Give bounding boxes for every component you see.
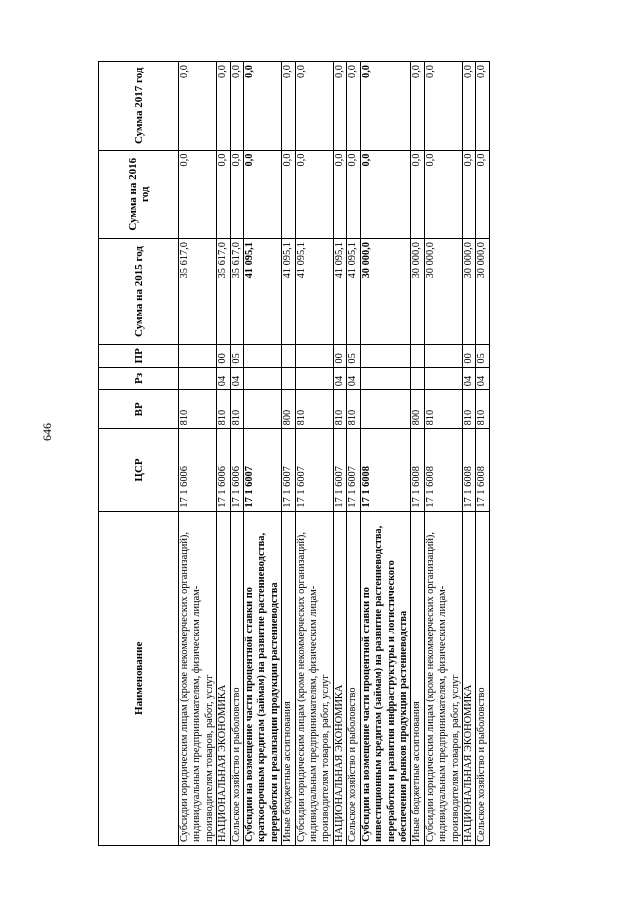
cell-sum-2015: 41 095,1 — [333, 239, 346, 345]
cell-rz: 04 — [217, 367, 230, 390]
cell-pr — [282, 344, 295, 367]
cell-pr: 05 — [347, 344, 360, 367]
cell-sum-2016: 0,0 — [347, 150, 360, 238]
cell-sum-2015: 41 095,1 — [244, 239, 282, 345]
cell-rz — [244, 367, 282, 390]
cell-rz — [295, 367, 333, 390]
table-row — [244, 62, 282, 846]
cell-sum-2017: 0,0 — [295, 62, 333, 151]
cell-csr: 17 1 6008 — [476, 429, 489, 511]
cell-pr: 00 — [333, 344, 346, 367]
cell-pr: 00 — [217, 344, 230, 367]
table-row — [360, 62, 411, 846]
cell-sum-2015: 30 000,0 — [424, 239, 462, 345]
table-row — [282, 62, 295, 846]
cell-name: Субсидии на возмещение части процентной ставки по краткосрочным кредитам (займам) на развитие растениеводства, переработки и реализации продукции растениеводства — [244, 511, 282, 845]
cell-sum-2015: 35 617,0 — [230, 239, 243, 345]
header-name: Наименование — [99, 511, 179, 845]
table-row — [230, 62, 243, 846]
cell-pr — [424, 344, 462, 367]
cell-csr: 17 1 6006 — [230, 429, 243, 511]
cell-pr: 00 — [462, 344, 475, 367]
cell-name: Сельское хозяйство и рыболовство — [230, 511, 243, 845]
cell-pr: 05 — [230, 344, 243, 367]
table-row — [179, 62, 217, 846]
cell-sum-2016: 0,0 — [360, 150, 411, 238]
cell-vr: 810 — [347, 390, 360, 429]
cell-vr: 810 — [179, 390, 217, 429]
cell-csr: 17 1 6008 — [424, 429, 462, 511]
cell-name: Субсидии юридическим лицам (кроме некоммерческих организаций), индивидуальным предпринимателям, физическим лицам-производителям товаров, работ, услуг — [295, 511, 333, 845]
cell-sum-2017: 0,0 — [360, 62, 411, 151]
table-row — [347, 62, 360, 846]
cell-rz: 04 — [462, 367, 475, 390]
cell-rz: 04 — [230, 367, 243, 390]
cell-sum-2017: 0,0 — [244, 62, 282, 151]
header-sum-2015: Сумма на 2015 год — [99, 239, 179, 345]
cell-vr: 810 — [462, 390, 475, 429]
cell-sum-2017: 0,0 — [333, 62, 346, 151]
cell-csr: 17 1 6008 — [411, 429, 424, 511]
cell-sum-2016: 0,0 — [179, 150, 217, 238]
cell-sum-2017: 0,0 — [347, 62, 360, 151]
cell-vr: 810 — [295, 390, 333, 429]
cell-csr: 17 1 6008 — [462, 429, 475, 511]
cell-sum-2016: 0,0 — [295, 150, 333, 238]
cell-name: НАЦИОНАЛЬНАЯ ЭКОНОМИКА — [462, 511, 475, 845]
cell-rz — [360, 367, 411, 390]
cell-sum-2015: 30 000,0 — [462, 239, 475, 345]
cell-sum-2015: 35 617,0 — [217, 239, 230, 345]
cell-name: Сельское хозяйство и рыболовство — [476, 511, 489, 845]
table-row — [462, 62, 475, 846]
header-pr: ПР — [99, 344, 179, 367]
cell-rz: 04 — [347, 367, 360, 390]
rotated-page — [98, 61, 508, 846]
cell-csr: 17 1 6007 — [333, 429, 346, 511]
cell-name: НАЦИОНАЛЬНАЯ ЭКОНОМИКА — [217, 511, 230, 845]
cell-sum-2015: 41 095,1 — [282, 239, 295, 345]
cell-vr: 810 — [424, 390, 462, 429]
cell-sum-2015: 35 617,0 — [179, 239, 217, 345]
cell-sum-2016: 0,0 — [476, 150, 489, 238]
table-row — [333, 62, 346, 846]
cell-name: Сельское хозяйство и рыболовство — [347, 511, 360, 845]
header-csr: ЦСР — [99, 429, 179, 511]
budget-table — [98, 61, 490, 846]
cell-sum-2016: 0,0 — [230, 150, 243, 238]
table-row — [411, 62, 424, 846]
cell-csr: 17 1 6007 — [282, 429, 295, 511]
cell-vr: 810 — [333, 390, 346, 429]
cell-sum-2017: 0,0 — [476, 62, 489, 151]
page-number: 646 — [40, 423, 54, 441]
cell-sum-2017: 0,0 — [462, 62, 475, 151]
cell-csr: 17 1 6007 — [295, 429, 333, 511]
cell-rz — [179, 367, 217, 390]
cell-pr — [411, 344, 424, 367]
cell-sum-2017: 0,0 — [424, 62, 462, 151]
cell-sum-2015: 30 000,0 — [411, 239, 424, 345]
cell-pr — [295, 344, 333, 367]
cell-vr — [244, 390, 282, 429]
cell-pr — [179, 344, 217, 367]
cell-csr: 17 1 6008 — [360, 429, 411, 511]
cell-sum-2016: 0,0 — [244, 150, 282, 238]
cell-name: Иные бюджетные ассигнования — [282, 511, 295, 845]
cell-sum-2016: 0,0 — [217, 150, 230, 238]
header-sum-2016: Сумма на 2016 год — [99, 150, 179, 238]
cell-sum-2016: 0,0 — [411, 150, 424, 238]
cell-rz — [424, 367, 462, 390]
table-row — [295, 62, 333, 846]
header-vr: ВР — [99, 390, 179, 429]
cell-csr: 17 1 6006 — [179, 429, 217, 511]
cell-name: НАЦИОНАЛЬНАЯ ЭКОНОМИКА — [333, 511, 346, 845]
table-header-row — [99, 62, 179, 846]
cell-csr: 17 1 6007 — [347, 429, 360, 511]
header-sum-2017: Сумма 2017 год — [99, 62, 179, 151]
cell-name: Субсидии юридическим лицам (кроме некоммерческих организаций), индивидуальным предпринимателям, физическим лицам-производителям товаров, работ, услуг — [424, 511, 462, 845]
cell-rz — [282, 367, 295, 390]
cell-pr — [244, 344, 282, 367]
cell-sum-2017: 0,0 — [217, 62, 230, 151]
cell-pr: 05 — [476, 344, 489, 367]
cell-rz: 04 — [333, 367, 346, 390]
cell-sum-2016: 0,0 — [462, 150, 475, 238]
cell-csr: 17 1 6006 — [217, 429, 230, 511]
cell-sum-2017: 0,0 — [230, 62, 243, 151]
cell-sum-2016: 0,0 — [424, 150, 462, 238]
table-row — [424, 62, 462, 846]
cell-sum-2015: 30 000,0 — [476, 239, 489, 345]
cell-rz: 04 — [476, 367, 489, 390]
cell-sum-2016: 0,0 — [333, 150, 346, 238]
cell-rz — [411, 367, 424, 390]
cell-pr — [360, 344, 411, 367]
cell-vr: 810 — [476, 390, 489, 429]
cell-csr: 17 1 6007 — [244, 429, 282, 511]
cell-sum-2016: 0,0 — [282, 150, 295, 238]
cell-sum-2017: 0,0 — [282, 62, 295, 151]
cell-vr: 800 — [411, 390, 424, 429]
cell-sum-2015: 41 095,1 — [295, 239, 333, 345]
cell-sum-2017: 0,0 — [411, 62, 424, 151]
cell-sum-2017: 0,0 — [179, 62, 217, 151]
cell-name: Субсидии юридическим лицам (кроме некоммерческих организаций), индивидуальным предпринимателям, физическим лицам-производителям товаров, работ, услуг — [179, 511, 217, 845]
cell-vr — [360, 390, 411, 429]
cell-vr: 810 — [217, 390, 230, 429]
cell-vr: 800 — [282, 390, 295, 429]
cell-name: Иные бюджетные ассигнования — [411, 511, 424, 845]
table-row — [476, 62, 489, 846]
cell-vr: 810 — [230, 390, 243, 429]
cell-name: Субсидии на возмещение части процентной ставки по инвестиционным кредитам (займам) на развитие растениеводства, переработки и развития инфраструктуры и логистического обеспечения рынков продукции растениеводства — [360, 511, 411, 845]
header-rz: Рз — [99, 367, 179, 390]
cell-sum-2015: 30 000,0 — [360, 239, 411, 345]
table-row — [217, 62, 230, 846]
cell-sum-2015: 41 095,1 — [347, 239, 360, 345]
